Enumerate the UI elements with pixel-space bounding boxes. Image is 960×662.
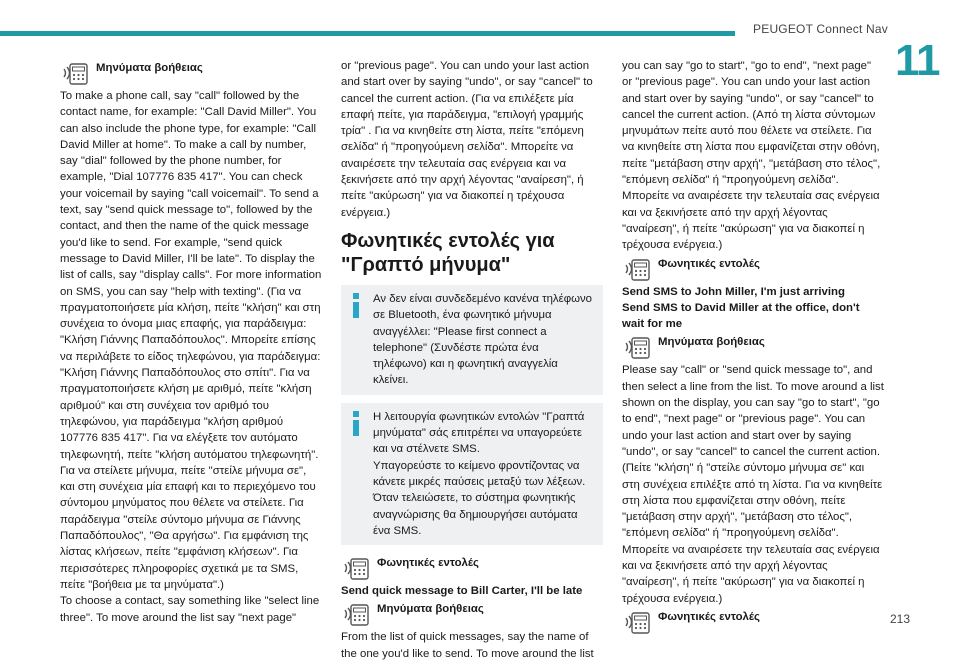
info-note xyxy=(341,403,603,545)
help-messages-title: Μηνύματα βοήθειας xyxy=(96,62,203,74)
voice-command-icon xyxy=(622,254,652,284)
help-text: Please say "call" or "send quick message to", and then select a line from the list. To move around a list shown on the display, you can say "go to start", "go to end", "next page" or "previous page". You can undo your last action and start over by saying "undo", or say "cancel" to cancel the current action. (Πείτε "κλήση" ή "στείλε σύντομο μήνυμα σε" και στη συνέχεια επιλέξτε από τη λίστα. Για να κινηθείτε στη λίστα που εμφανίζεται στην οθόνη, πείτε "μετάβαση στην αρχή", "μετάβαση στο τέλος", "επόμενη σελίδα" ή "προηγούμενη σελίδα". Μπορείτε να αναιρέσετε την τελευταία σας ενέργεια και να ξεκινήσετε από την αρχή λέγοντας "αναίρεση", ή πείτε "ακύρωση" για να διακοπεί η τρέχουσα ενέργεια.) xyxy=(622,364,884,605)
voice-command-example: Send SMS to John Miller, I'm just arriving xyxy=(622,285,845,298)
info-icon xyxy=(349,409,367,539)
info-note-text: Αν δεν είναι συνδεδεμένο κανένα τηλέφωνο σε Bluetooth, ένα φωνητικό μήνυμα αναγγέλλει: "Please first connect a telephone" (Συνδέστε πρώτα ένα τηλέφωνο) και η φωνητική αναγγελία κλείνει. xyxy=(373,292,593,387)
voice-commands-heading xyxy=(341,553,603,583)
help-text-continued: To choose a contact, say something like "select line three". To move around the list say "next page" xyxy=(60,595,320,624)
voice-command-icon xyxy=(622,332,652,362)
column-1 xyxy=(60,58,322,626)
info-note-text: Η λειτουργία φωνητικών εντολών "Γραπτά μηνύματα" σάς επιτρέπει να υπαγορεύετε και να στέλνετε SMS. xyxy=(373,410,585,456)
help-messages-heading xyxy=(341,599,603,629)
voice-command-example: Send quick message to Bill Carter, I'll be late xyxy=(341,585,583,598)
page-number: 213 xyxy=(889,612,910,626)
section-heading: Φωνητικές εντολές για "Γραπτό μήνυμα" xyxy=(341,229,555,276)
help-messages-title: Μηνύματα βοήθειας xyxy=(658,336,765,349)
page-header-title: PEUGEOT Connect Nav xyxy=(753,22,888,36)
column-2 xyxy=(341,58,603,662)
voice-commands-heading xyxy=(622,607,884,637)
voice-command-icon xyxy=(341,599,371,629)
help-text: you can say "go to start", "go to end", "next page" or "previous page". You can undo your last action and start over by saying "undo", or say "cancel" to cancel the current action. (Από τη λίστα σύντομων μηνυμάτων πείτε αυτό που θέλετε να στείλετε. Για να κινηθείτε στη λίστα που εμφανίζεται στην οθόνη, πείτε "μετάβαση στην αρχή", "μετάβαση στο τέλος", "επόμενη σελίδα" ή "προηγούμενη σελίδα". Μπορείτε να αναιρέσετε την τελευταία σας ενέργεια και να ξεκινήσετε από την αρχή λέγοντας "αναίρεση", ή πείτε "ακύρωση" για να διακοπεί η τρέχουσα ενέργεια.) xyxy=(622,60,881,252)
info-note-text: Όταν τελειώσετε, το σύστημα φωνητικής αναγνώρισης θα δημιουργήσει αυτόματα ένα SMS. xyxy=(373,492,578,537)
column-3 xyxy=(622,58,884,637)
header-accent-bar xyxy=(0,31,735,36)
help-messages-heading xyxy=(60,58,322,88)
help-messages-title: Μηνύματα βοήθειας xyxy=(377,603,484,616)
voice-commands-title: Φωνητικές εντολές xyxy=(658,257,760,270)
info-icon xyxy=(349,291,367,389)
info-note-text: Υπαγορεύστε το κείμενο φροντίζοντας να κάνετε μικρές παύσεις μεταξύ των λέξεων. xyxy=(373,459,586,488)
voice-commands-title: Φωνητικές εντολές xyxy=(658,610,760,623)
voice-commands-heading xyxy=(622,254,884,284)
voice-command-icon xyxy=(341,553,371,583)
voice-command-icon xyxy=(60,58,90,88)
chapter-number: 11 xyxy=(895,36,940,85)
voice-commands-title: Φωνητικές εντολές xyxy=(377,557,479,570)
help-text: or "previous page". You can undo your last action and start over by saying "undo", or say "cancel" to cancel the current action. (Για να επιλέξετε μία επαφή πείτε, για παράδειγμα, "επιλογή γραμμής τρία" . Για να κινηθείτε στη λίστα, πείτε "επόμενη σελίδα" ή "προηγούμενη σελίδα". Μπορείτε να αναιρέσετε την τελευταία σας ενέργεια και να ξεκινήσετε από την αρχή λέγοντας "αναίρεση", ή πείτε "ακύρωση" για να διακοπεί η τρέχουσα ενέργεια.) xyxy=(341,60,593,219)
voice-command-icon xyxy=(622,607,652,637)
help-text: To make a phone call, say "call" followed by the contact name, for example: "Call David Miller". You can also include the phone type, for example: "Call David Miller at home". To make a call by number, say "dial" followed by the phone number, for example, "Dial 107776 835 417". You can check your voicemail by saying "call voicemail". To send a text, say "send quick message to", followed by the contact, and then the name of the quick message you'd like to send. For example, "send quick message to David Miller, I'll be late". To display the list of calls, say "display calls". For more information on SMS, you can say "help with texting". (Για να πραγματοποιήσετε μία κλήση, πείτε "κλήση" και στη συνέχεια το όνομα μιας επαφής, για παράδειγμα: "Κλήση Γιάννης Παπαδόπουλος". Μπορείτε επίσης να περιλάβετε το είδος τηλεφώνου, για παράδειγμα: "Κλήση Γιάννης Παπαδόπουλος στο σπίτι". Για να πραγματοποιήσετε κλήση με αριθμό, πείτε "κλήση αριθμού" και στη συνέχεια τον αριθμό του τηλεφώνου, για παράδειγμα "κλήση αριθμού 107776 835 417". Για να ελέγξετε τον αυτόματο τηλεφωνητή, πείτε "κλήση αυτόματου τηλεφωνητή". Για να στείλετε μήνυμα, πείτε "στείλε μήνυμα σε", και στη συνέχεια μία επαφή και το περιεχόμενο του σύντομου μηνύματος που θέλετε να στείλετε. Για παράδειγμα "στείλε σύντομο μήνυμα σε Γιάννης Παπαδόπουλος", "Θα αργήσω". Για εμφάνιση της λίστας κλήσεων, πείτε "εμφάνιση κλήσεων". Για περισσότερες πληροφορίες σχετικά με τα SMS, πείτε "βοήθεια με τα μηνύματα".) xyxy=(60,90,322,591)
info-note xyxy=(341,285,603,395)
help-messages-heading xyxy=(622,332,884,362)
help-text: From the list of quick messages, say the name of the one you'd like to send. To move around the list xyxy=(341,631,594,660)
voice-command-example: Send SMS to David Miller at the office, don't wait for me xyxy=(622,301,860,331)
